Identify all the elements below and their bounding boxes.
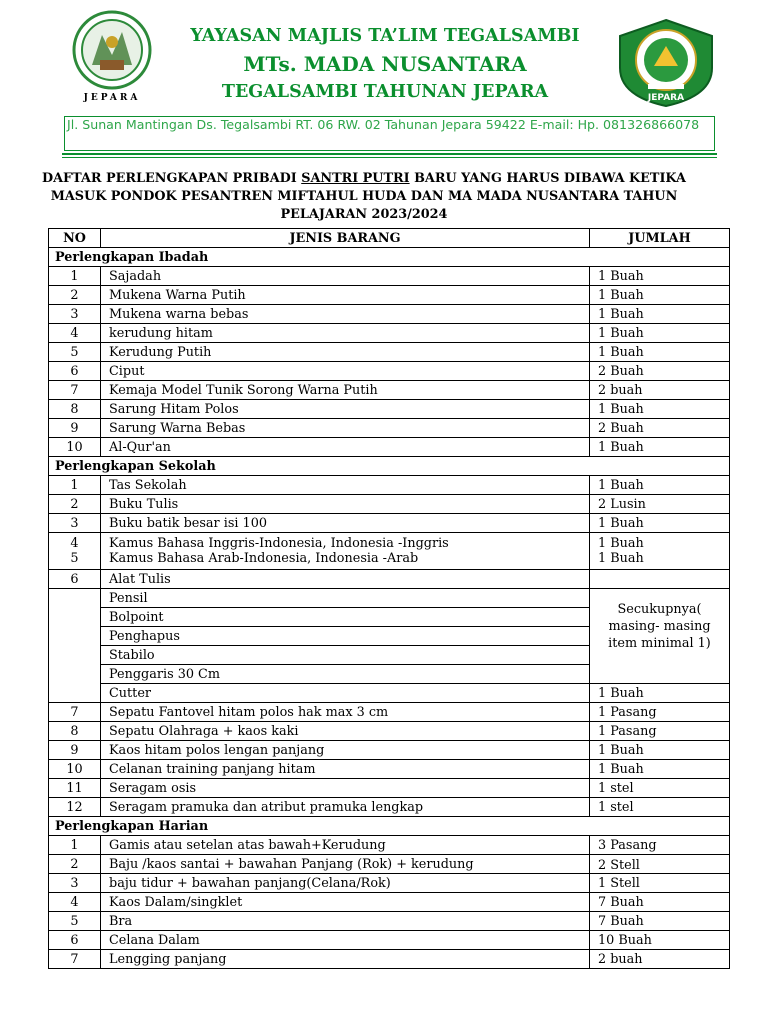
table-row bbox=[49, 874, 730, 893]
table-row bbox=[49, 722, 730, 741]
title-part1: DAFTAR PERLENGKAPAN PRIBADI bbox=[42, 171, 302, 186]
header-qty: JUMLAH bbox=[590, 229, 730, 248]
sub-item: Pensil bbox=[101, 589, 590, 608]
title-underlined: SANTRI PUTRI bbox=[301, 171, 410, 186]
sub-item-row bbox=[49, 589, 730, 608]
row-quantity: 1 Buah bbox=[590, 305, 730, 324]
section-row bbox=[49, 457, 730, 476]
row-number: 8 bbox=[49, 722, 101, 741]
row-quantity: 1 Pasang bbox=[590, 703, 730, 722]
row-quantity: 2 Buah bbox=[590, 362, 730, 381]
row-item: Seragam pramuka dan atribut pramuka lengkap bbox=[101, 798, 590, 817]
row-quantity: 10 Buah bbox=[590, 931, 730, 950]
row-quantity: 2 buah bbox=[590, 381, 730, 400]
row-number: 7 bbox=[49, 703, 101, 722]
table-row bbox=[49, 570, 730, 589]
row-item: Baju /kaos santai + bawahan Panjang (Rok) + kerudung bbox=[101, 855, 590, 874]
row-number: 7 bbox=[49, 950, 101, 969]
row-number: 4 bbox=[49, 324, 101, 343]
row-quantity: 1 Buah bbox=[590, 514, 730, 533]
school-name: MTs. MADA NUSANTARA bbox=[243, 52, 527, 76]
sub-item: Bolpoint bbox=[101, 608, 590, 627]
sub-item-row bbox=[49, 684, 730, 703]
sub-item: Stabilo bbox=[101, 646, 590, 665]
row-quantity: 1 Buah bbox=[590, 286, 730, 305]
row-quantity: 1 stel bbox=[590, 779, 730, 798]
row-number: 9 bbox=[49, 741, 101, 760]
table-row bbox=[49, 324, 730, 343]
row-number: 3 bbox=[49, 514, 101, 533]
row-quantity: 1 Buah 1 Buah bbox=[590, 533, 730, 570]
section-row bbox=[49, 817, 730, 836]
table-row bbox=[49, 381, 730, 400]
row-number: 5 bbox=[49, 912, 101, 931]
row-quantity: 1 Buah bbox=[590, 438, 730, 457]
row-item: Buku batik besar isi 100 bbox=[101, 514, 590, 533]
table-row bbox=[49, 836, 730, 855]
row-quantity: 1 stel bbox=[590, 798, 730, 817]
table-row bbox=[49, 305, 730, 324]
row-item: Celanan training panjang hitam bbox=[101, 760, 590, 779]
row-number: 3 bbox=[49, 305, 101, 324]
address-box: Jl. Sunan Mantingan Ds. Tegalsambi RT. 06 RW. 02 Tahunan Jepara 59422 E-mail: Hp. 081326866078 bbox=[64, 116, 715, 151]
sub-item-quantity: Secukupnya( masing- masing item minimal 1) bbox=[590, 589, 730, 684]
row-item: Kemaja Model Tunik Sorong Warna Putih bbox=[101, 381, 590, 400]
row-item: Tas Sekolah bbox=[101, 476, 590, 495]
row-item: Sarung Hitam Polos bbox=[101, 400, 590, 419]
row-number: 10 bbox=[49, 438, 101, 457]
header-item: JENIS BARANG bbox=[101, 229, 590, 248]
table-row bbox=[49, 267, 730, 286]
row-quantity: 1 Buah bbox=[590, 476, 730, 495]
table-row bbox=[49, 912, 730, 931]
row-number: 3 bbox=[49, 874, 101, 893]
row-number: 9 bbox=[49, 419, 101, 438]
table-row bbox=[49, 760, 730, 779]
row-number: 8 bbox=[49, 400, 101, 419]
table-header-row bbox=[49, 229, 730, 248]
row-quantity: 7 Buah bbox=[590, 893, 730, 912]
row-quantity: 1 Buah bbox=[590, 343, 730, 362]
row-quantity: 1 Pasang bbox=[590, 722, 730, 741]
table-row bbox=[49, 362, 730, 381]
row-quantity: 2 Lusin bbox=[590, 495, 730, 514]
madrasah-logo bbox=[614, 18, 718, 108]
row-item: kerudung hitam bbox=[101, 324, 590, 343]
row-item: Lengging panjang bbox=[101, 950, 590, 969]
section-title: Perlengkapan Sekolah bbox=[49, 457, 730, 476]
table-row bbox=[49, 286, 730, 305]
table-row bbox=[49, 855, 730, 874]
table-row bbox=[49, 438, 730, 457]
row-quantity: 1 Buah bbox=[590, 760, 730, 779]
sub-item: Penggaris 30 Cm bbox=[101, 665, 590, 684]
row-item: Kamus Bahasa Inggris-Indonesia, Indonesia -Inggris Kamus Bahasa Arab-Indonesia, Indonesia -Arab bbox=[101, 533, 590, 570]
header-rule-thin bbox=[62, 157, 717, 158]
table-row bbox=[49, 476, 730, 495]
table-row bbox=[49, 741, 730, 760]
row-item: Sajadah bbox=[101, 267, 590, 286]
row-item: Sepatu Fantovel hitam polos hak max 3 cm bbox=[101, 703, 590, 722]
sub-item-quantity: 1 Buah bbox=[590, 684, 730, 703]
row-number: 11 bbox=[49, 779, 101, 798]
row-number: 1 bbox=[49, 476, 101, 495]
table-row bbox=[49, 495, 730, 514]
row-quantity: 1 Buah bbox=[590, 267, 730, 286]
row-number: 6 bbox=[49, 362, 101, 381]
row-number: 5 bbox=[49, 343, 101, 362]
row-item: Kaos hitam polos lengan panjang bbox=[101, 741, 590, 760]
row-item: Buku Tulis bbox=[101, 495, 590, 514]
row-item: Mukena warna bebas bbox=[101, 305, 590, 324]
equipment-table bbox=[48, 228, 730, 969]
table-row bbox=[49, 514, 730, 533]
section-title: Perlengkapan Ibadah bbox=[49, 248, 730, 267]
yayasan-logo bbox=[62, 10, 162, 106]
row-number bbox=[49, 589, 101, 703]
row-number: 2 bbox=[49, 286, 101, 305]
row-quantity: 7 Buah bbox=[590, 912, 730, 931]
row-item: Mukena Warna Putih bbox=[101, 286, 590, 305]
row-number: 4 5 bbox=[49, 533, 101, 570]
table-row bbox=[49, 533, 730, 570]
sub-item: Cutter bbox=[101, 684, 590, 703]
table-row bbox=[49, 400, 730, 419]
row-number: 7 bbox=[49, 381, 101, 400]
row-number: 2 bbox=[49, 495, 101, 514]
table-row bbox=[49, 798, 730, 817]
row-item: Ciput bbox=[101, 362, 590, 381]
table-row bbox=[49, 419, 730, 438]
row-item: Al-Qur'an bbox=[101, 438, 590, 457]
row-quantity: 1 Buah bbox=[590, 400, 730, 419]
table-row bbox=[49, 950, 730, 969]
header-rule bbox=[62, 153, 717, 155]
foundation-name: YAYASAN MAJLIS TA’LIM TEGALSAMBI bbox=[190, 26, 580, 46]
title-line2: MASUK PONDOK PESANTREN MIFTAHUL HUDA DAN MA MADA NUSANTARA TAHUN bbox=[50, 189, 678, 204]
row-item: Kerudung Putih bbox=[101, 343, 590, 362]
table-row bbox=[49, 703, 730, 722]
right-logo-text: JEPARA bbox=[647, 93, 685, 103]
section-title: Perlengkapan Harian bbox=[49, 817, 730, 836]
school-location: TEGALSAMBI TAHUNAN JEPARA bbox=[221, 82, 549, 102]
row-number: 4 bbox=[49, 893, 101, 912]
row-item: Sepatu Olahraga + kaos kaki bbox=[101, 722, 590, 741]
row-item: Bra bbox=[101, 912, 590, 931]
title-part2: BARU YANG HARUS DIBAWA KETIKA bbox=[409, 171, 686, 186]
title-line3: PELAJARAN 2023/2024 bbox=[280, 207, 448, 222]
row-quantity: 2 Stell bbox=[590, 855, 730, 874]
row-item: Celana Dalam bbox=[101, 931, 590, 950]
table-row bbox=[49, 893, 730, 912]
row-number: 1 bbox=[49, 267, 101, 286]
row-quantity bbox=[590, 570, 730, 589]
left-logo-text: JEPARA bbox=[83, 93, 141, 103]
header-no: NO bbox=[49, 229, 101, 248]
row-quantity: 1 Buah bbox=[590, 324, 730, 343]
row-number: 6 bbox=[49, 570, 101, 589]
row-quantity: 1 Stell bbox=[590, 874, 730, 893]
row-number: 10 bbox=[49, 760, 101, 779]
row-quantity: 2 Buah bbox=[590, 419, 730, 438]
row-item: Sarung Warna Bebas bbox=[101, 419, 590, 438]
row-item: Gamis atau setelan atas bawah+Kerudung bbox=[101, 836, 590, 855]
row-item: Kaos Dalam/singklet bbox=[101, 893, 590, 912]
row-item: Alat Tulis bbox=[101, 570, 590, 589]
row-item: baju tidur + bawahan panjang(Celana/Rok) bbox=[101, 874, 590, 893]
table-row bbox=[49, 779, 730, 798]
row-quantity: 1 Buah bbox=[590, 741, 730, 760]
row-number: 12 bbox=[49, 798, 101, 817]
sub-item: Penghapus bbox=[101, 627, 590, 646]
table-row bbox=[49, 931, 730, 950]
row-quantity: 2 buah bbox=[590, 950, 730, 969]
section-row bbox=[49, 248, 730, 267]
document-title bbox=[40, 170, 688, 224]
row-quantity: 3 Pasang bbox=[590, 836, 730, 855]
row-item: Seragam osis bbox=[101, 779, 590, 798]
table-row bbox=[49, 343, 730, 362]
row-number: 2 bbox=[49, 855, 101, 874]
row-number: 6 bbox=[49, 931, 101, 950]
row-number: 1 bbox=[49, 836, 101, 855]
